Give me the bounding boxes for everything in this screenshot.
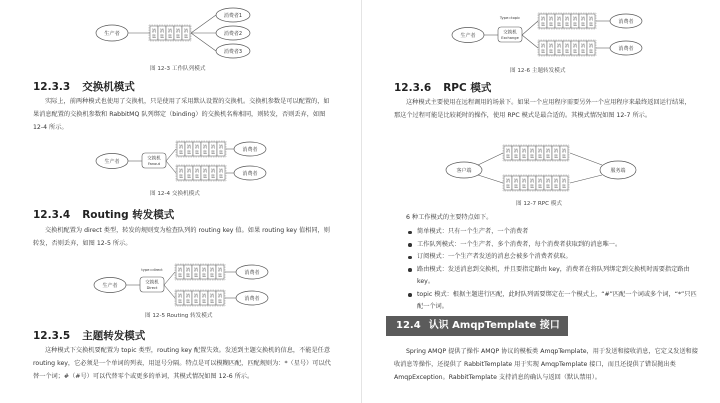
- figure-caption: 图 12-4 交换机模式: [150, 191, 200, 197]
- message-char: 消: [529, 148, 535, 153]
- message-char: 消: [209, 267, 215, 272]
- message-char: 息: [572, 48, 578, 54]
- message-char: 消: [564, 16, 570, 21]
- exchange-label: 交换机: [147, 156, 161, 162]
- message-char: 消: [513, 148, 519, 153]
- message-char: 消: [218, 168, 224, 173]
- message-char: 消: [217, 293, 223, 298]
- message-char: 息: [177, 272, 183, 278]
- message-char: 消: [529, 178, 535, 183]
- message-char: 息: [201, 298, 207, 304]
- message-char: 消: [580, 43, 586, 48]
- message-char: 消: [580, 16, 586, 21]
- consumer-node-label: 消费者: [618, 19, 634, 25]
- message-char: 息: [177, 298, 183, 304]
- message-char: 息: [561, 153, 567, 159]
- message-char: 息: [194, 149, 200, 155]
- message-char: 息: [185, 298, 191, 304]
- figure-caption: 图 12-3 工作队列模式: [150, 66, 206, 72]
- producer-label: 生产者: [104, 31, 120, 37]
- message-char: 息: [545, 153, 551, 159]
- message-char: 消: [521, 148, 527, 153]
- message-char: 消: [167, 28, 173, 33]
- message-queue: [149, 25, 191, 41]
- message-char: 消: [202, 144, 208, 149]
- message-char: 消: [210, 168, 216, 173]
- message-char: 息: [167, 33, 173, 39]
- message-char: 消: [178, 144, 184, 149]
- message-char: 息: [505, 153, 511, 159]
- message-char: 消: [513, 178, 519, 183]
- figure-caption: 图 12-5 Routing 转发模式: [145, 313, 213, 319]
- message-char: 消: [548, 43, 554, 48]
- message-char: 息: [178, 149, 184, 155]
- message-char: 消: [564, 43, 570, 48]
- message-char: 消: [193, 293, 199, 298]
- message-char: 消: [201, 267, 207, 272]
- message-char: 息: [529, 153, 535, 159]
- message-char: 消: [553, 178, 559, 183]
- message-char: 息: [505, 183, 511, 189]
- exchange-type: Fanout: [147, 162, 161, 166]
- exchange-label: 交换机: [145, 280, 159, 286]
- exchange-type: Exchange: [501, 36, 519, 40]
- message-char: 息: [183, 33, 189, 39]
- message-queue: [176, 141, 226, 157]
- message-char: 息: [556, 21, 562, 27]
- message-char: 息: [218, 149, 224, 155]
- exchange-diagram: [92, 136, 272, 186]
- message-char: 消: [194, 168, 200, 173]
- message-char: 消: [178, 168, 184, 173]
- message-char: 息: [572, 21, 578, 27]
- consumer-node-label: 消费者: [244, 270, 260, 276]
- message-char: 息: [185, 272, 191, 278]
- message-char: 消: [210, 144, 216, 149]
- producer-node-label: 生产者: [102, 283, 118, 289]
- paragraph: 交换机配置为 direct 类型，转发的规则变为检查队列的 routing key 值。如果 routing key 值相同，则转发，否则丢弃，如图 12-5 所示。: [33, 227, 330, 247]
- list-item: 路由模式：发送消息到交换机，并且要指定路由 key，消费者在将队列绑定到交换机时需要指定路由 key。: [406, 264, 698, 289]
- consumer-node-label: 消费者3: [223, 49, 243, 55]
- figure-caption: 图 12-7 RPC 模式: [516, 201, 562, 207]
- paragraph: Spring AMQP 提供了操作 AMQP 协议的模板类 AmqpTemplate，用于发送和接收消息，它定义发送和接收消息等操作，还提供了 RabbitTemplate 用于实现 AmqpTemplate 接口，而且还提供了错误抛出类 AmqpException。RabbitTemplate 支持消息的确认与返回（默认禁用）。: [394, 348, 698, 381]
- list-item: 订阅模式：一个生产者发送的消息会被多个消费者获取。: [406, 251, 698, 264]
- message-char: 息: [521, 153, 527, 159]
- message-char: 息: [580, 21, 586, 27]
- consumer-node-label: 消费者: [244, 296, 260, 302]
- message-char: 消: [186, 168, 192, 173]
- message-char: 息: [588, 48, 594, 54]
- message-char: 消: [588, 43, 594, 48]
- right-page: [364, 0, 720, 403]
- paragraph: 这种模式主要使用在远程调用的场景下。如果一个应用程序需要另外一个应用程序来最终返回运行结果，那这个过程可能是比较耗时的操作，使用 RPC 模式是最合适的。其模式情况如图 12-7 所示。: [394, 99, 691, 119]
- list-item: 工作队列模式：一个生产者、多个消费者，每个消费者获取到的消息唯一。: [406, 239, 698, 252]
- message-char: 消: [572, 43, 578, 48]
- message-char: 息: [561, 183, 567, 189]
- message-char: 息: [194, 173, 200, 179]
- message-queue: [175, 264, 225, 280]
- message-char: 消: [540, 43, 546, 48]
- message-char: 息: [553, 153, 559, 159]
- section-heading: 12.3.4 Routing 转发模式: [33, 209, 175, 221]
- consumer-node-label: 消费者: [242, 171, 258, 177]
- message-char: 消: [177, 293, 183, 298]
- message-char: 消: [151, 28, 157, 33]
- message-char: 息: [175, 33, 181, 39]
- message-char: 消: [553, 148, 559, 153]
- message-char: 消: [561, 178, 567, 183]
- message-char: 消: [556, 43, 562, 48]
- message-char: 息: [513, 153, 519, 159]
- message-char: 息: [210, 173, 216, 179]
- work-queue-diagram: [90, 4, 270, 62]
- message-char: 消: [540, 16, 546, 21]
- message-char: 息: [178, 173, 184, 179]
- section-heading: 12.3.3 交换机模式: [33, 81, 135, 93]
- message-char: 息: [201, 272, 207, 278]
- message-char: 消: [218, 144, 224, 149]
- message-char: 息: [521, 183, 527, 189]
- message-char: 消: [201, 293, 207, 298]
- message-char: 息: [548, 21, 554, 27]
- message-char: 息: [210, 149, 216, 155]
- message-char: 息: [209, 272, 215, 278]
- message-char: 消: [505, 148, 511, 153]
- message-char: 息: [540, 21, 546, 27]
- message-char: 息: [540, 48, 546, 54]
- message-char: 消: [185, 267, 191, 272]
- producer-node-label: 生产者: [104, 159, 120, 165]
- message-char: 消: [175, 28, 181, 33]
- topic-diagram: [450, 6, 650, 62]
- message-queue: [503, 145, 569, 161]
- message-char: 息: [209, 298, 215, 304]
- message-char: 息: [193, 272, 199, 278]
- message-char: 消: [548, 16, 554, 21]
- section-heading: 12.3.5 主题转发模式: [33, 330, 146, 342]
- section-heading: 12.3.6 RPC 模式: [394, 82, 492, 94]
- message-char: 息: [553, 183, 559, 189]
- feature-list: [406, 226, 698, 314]
- producer-node-label: 生产者: [460, 33, 476, 39]
- message-queue: [176, 165, 226, 181]
- message-char: 息: [564, 48, 570, 54]
- message-char: 息: [193, 298, 199, 304]
- message-char: 消: [545, 178, 551, 183]
- message-char: 息: [556, 48, 562, 54]
- client-node-label: 客户端: [456, 168, 472, 174]
- message-char: 息: [580, 48, 586, 54]
- message-char: 息: [186, 149, 192, 155]
- section-banner: 12.4 认识 AmqpTemplate 接口: [386, 316, 568, 336]
- server-node-label: 服务端: [610, 168, 626, 174]
- consumer-node-label: 消费者2: [223, 31, 243, 37]
- exchange-type: Direct: [146, 286, 158, 290]
- intro-text: 6 种工作模式的主要特点如下。: [406, 214, 493, 221]
- rpc-diagram: [442, 138, 642, 196]
- paragraph: 实际上，前两种模式也使用了交换机，只是使用了采用默认设置的交换机。交换机参数是可以配置的，如果消息配置的交换机参数和 RabbitMQ 队列绑定（binding）的交换机名称相同，则转发，否则丢弃，如图 12-4 所示。: [33, 98, 330, 131]
- message-char: 息: [217, 272, 223, 278]
- message-char: 消: [209, 293, 215, 298]
- message-char: 消: [556, 16, 562, 21]
- message-char: 消: [505, 178, 511, 183]
- message-char: 消: [521, 178, 527, 183]
- message-char: 消: [193, 267, 199, 272]
- routing-diagram: [90, 258, 274, 310]
- message-queue: [503, 175, 569, 191]
- message-queue: [538, 13, 596, 29]
- message-char: 息: [202, 173, 208, 179]
- message-char: 息: [159, 33, 165, 39]
- message-char: 消: [561, 148, 567, 153]
- message-char: 消: [217, 267, 223, 272]
- message-char: 息: [218, 173, 224, 179]
- consumer-node-label: 消费者: [618, 46, 634, 52]
- message-queue: [175, 290, 225, 306]
- message-char: 消: [186, 144, 192, 149]
- message-char: 消: [572, 16, 578, 21]
- exchange-type-label: type=direct: [141, 268, 163, 272]
- message-char: 消: [537, 178, 543, 183]
- message-char: 息: [545, 183, 551, 189]
- message-char: 息: [537, 183, 543, 189]
- message-char: 消: [588, 16, 594, 21]
- message-char: 息: [529, 183, 535, 189]
- message-char: 消: [545, 148, 551, 153]
- message-char: 息: [151, 33, 157, 39]
- list-item: topic 模式：根据主题进行匹配，此时队列需要绑定在一个模式上，“#”匹配一个词或多个词，“*”只匹配一个词。: [406, 289, 698, 314]
- message-char: 消: [537, 148, 543, 153]
- message-queue: [538, 40, 596, 56]
- paragraph: 这种模式下交换机要配置为 topic 类型，routing key 配置失效。发送到主题交换机的信息，不能是任意 routing key，它必须是一个单词的列表，用逗号分隔。特点是可以模糊匹配，匹配规则为：*（星号）可以代替一个词；#（#号）可以代替零个或更多的单词，其模式情况如图 12-6 所示。: [33, 347, 331, 380]
- message-char: 息: [186, 173, 192, 179]
- message-char: 消: [177, 267, 183, 272]
- message-char: 息: [564, 21, 570, 27]
- message-char: 息: [217, 298, 223, 304]
- message-char: 消: [185, 293, 191, 298]
- list-item: 简单模式：只有一个生产者，一个消费者: [406, 226, 698, 239]
- exchange-label: 交换机: [503, 30, 517, 36]
- consumer-node-label: 消费者: [242, 147, 258, 153]
- message-char: 息: [513, 183, 519, 189]
- message-char: 消: [202, 168, 208, 173]
- consumer-node-label: 消费者1: [223, 13, 243, 19]
- message-char: 息: [202, 149, 208, 155]
- message-char: 息: [588, 21, 594, 27]
- message-char: 息: [548, 48, 554, 54]
- message-char: 消: [159, 28, 165, 33]
- message-char: 消: [194, 144, 200, 149]
- message-char: 息: [537, 153, 543, 159]
- exchange-type-label: Type=topic: [499, 16, 521, 20]
- message-char: 消: [183, 28, 189, 33]
- figure-caption: 图 12-6 主题转发模式: [510, 68, 566, 74]
